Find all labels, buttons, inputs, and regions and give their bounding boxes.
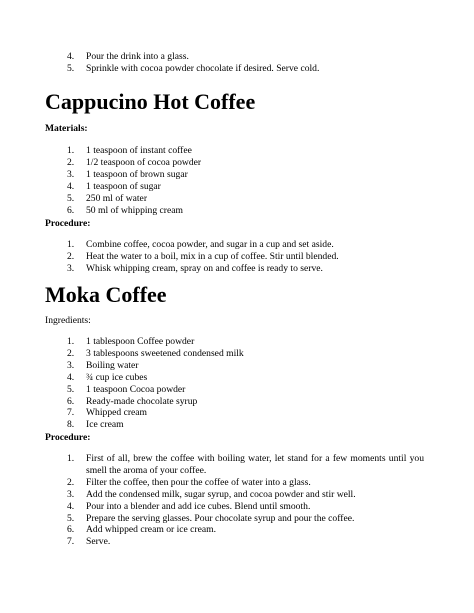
- list-number: 3.: [67, 262, 75, 274]
- list-text: 1 teaspoon of instant coffee: [86, 145, 192, 156]
- list-text: ¾ cup ice cubes: [86, 371, 148, 383]
- list-text: Add the condensed milk, sugar syrup, and cocoa powder and stir well.: [86, 488, 356, 500]
- list-item: [0, 396, 474, 408]
- list-text: 1 tablespoon Coffee powder: [86, 336, 195, 347]
- list-number: 4.: [67, 371, 75, 383]
- list-text: Ice cream: [86, 419, 124, 431]
- list-number: 8.: [67, 419, 75, 431]
- list-number: 2.: [67, 347, 75, 359]
- list-number: 6.: [67, 524, 75, 536]
- list-number: 4.: [67, 51, 75, 62]
- list-text: 1/2 teaspoon of cocoa powder: [86, 156, 202, 168]
- list-number: 3.: [67, 488, 75, 500]
- moka-ingredients-label: Ingredients:: [45, 315, 91, 326]
- list-item: [0, 193, 474, 205]
- list-number: 1.: [67, 239, 75, 250]
- moka-ingredients-list: [0, 336, 474, 431]
- list-text: Serve.: [86, 536, 111, 548]
- list-number: 1.: [67, 145, 75, 156]
- list-text: Whisk whipping cream, spray on and coffee is ready to serve.: [86, 262, 323, 274]
- list-item: [0, 251, 474, 263]
- carryover-steps-list: [0, 51, 474, 75]
- list-number: 6.: [67, 395, 75, 407]
- list-item: [0, 63, 474, 75]
- list-item: [0, 384, 474, 396]
- list-number: 5.: [67, 383, 75, 395]
- list-item: [0, 360, 474, 372]
- cappuccino-title: Cappucino Hot Coffee: [45, 89, 256, 114]
- list-text: 1 teaspoon of sugar: [86, 180, 161, 192]
- list-item: [0, 336, 474, 348]
- list-item: [0, 239, 474, 251]
- cappuccino-procedure-list: [0, 239, 474, 275]
- list-item: [0, 489, 474, 501]
- list-item: [0, 145, 474, 157]
- list-item: [0, 477, 474, 489]
- list-text: Pour the drink into a glass.: [86, 51, 189, 62]
- list-text: Whipped cream: [86, 407, 147, 419]
- list-text: Add whipped cream or ice cream.: [86, 524, 216, 536]
- list-number: 2.: [67, 156, 75, 168]
- list-number: 3.: [67, 359, 75, 371]
- list-item: [0, 407, 474, 419]
- list-item: [0, 263, 474, 275]
- list-text: Filter the coffee, then pour the coffee of water into a glass.: [86, 476, 311, 488]
- list-number: 4.: [67, 180, 75, 192]
- list-number: 1.: [67, 336, 75, 347]
- list-item: [0, 169, 474, 181]
- list-item: [0, 348, 474, 360]
- list-item: [0, 181, 474, 193]
- list-item: [0, 536, 474, 548]
- list-item: [0, 501, 474, 513]
- list-text: Combine coffee, cocoa powder, and sugar in a cup and set aside.: [86, 239, 334, 250]
- list-number: 1.: [67, 453, 75, 464]
- list-item: [0, 524, 474, 536]
- list-number: 7.: [67, 407, 75, 419]
- moka-title: Moka Coffee: [45, 282, 167, 307]
- list-item: [0, 157, 474, 169]
- list-number: 4.: [67, 500, 75, 512]
- list-number: 6.: [67, 204, 75, 216]
- cappuccino-materials-label: Materials:: [45, 123, 88, 134]
- cappuccino-materials-list: [0, 145, 474, 216]
- list-item: [0, 51, 474, 63]
- list-number: 5.: [67, 512, 75, 524]
- list-text: Boiling water: [86, 359, 139, 371]
- list-item: [0, 513, 474, 525]
- list-text: Heat the water to a boil, mix in a cup of coffee. Stir until blended.: [86, 250, 339, 262]
- list-number: 2.: [67, 476, 75, 488]
- list-text: 1 teaspoon Cocoa powder: [86, 383, 186, 395]
- list-text: Ready-made chocolate syrup: [86, 395, 198, 407]
- list-text: Pour into a blender and add ice cubes. Blend until smooth.: [86, 500, 311, 512]
- list-number: 5.: [67, 62, 75, 74]
- cappuccino-procedure-label: Procedure:: [45, 218, 91, 229]
- list-number: 3.: [67, 168, 75, 180]
- list-text: Prepare the serving glasses. Pour chocolate syrup and pour the coffee.: [86, 512, 355, 524]
- list-text: First of all, brew the coffee with boiling water, let stand for a few moments until you smell the aroma of your coffee.: [86, 453, 424, 476]
- moka-procedure-label: Procedure:: [45, 432, 91, 443]
- list-text: Sprinkle with cocoa powder chocolate if desired. Serve cold.: [86, 62, 320, 74]
- moka-procedure-list: [0, 453, 474, 548]
- list-text: 3 tablespoons sweetened condensed milk: [86, 347, 244, 359]
- list-text: 250 ml of water: [86, 192, 148, 204]
- list-item: [0, 419, 474, 431]
- list-item: [0, 205, 474, 217]
- list-item: [0, 453, 474, 477]
- list-item: [0, 372, 474, 384]
- list-number: 5.: [67, 192, 75, 204]
- list-number: 7.: [67, 536, 75, 548]
- list-number: 2.: [67, 250, 75, 262]
- list-text: 50 ml of whipping cream: [86, 204, 183, 216]
- list-text: 1 teaspoon of brown sugar: [86, 168, 188, 180]
